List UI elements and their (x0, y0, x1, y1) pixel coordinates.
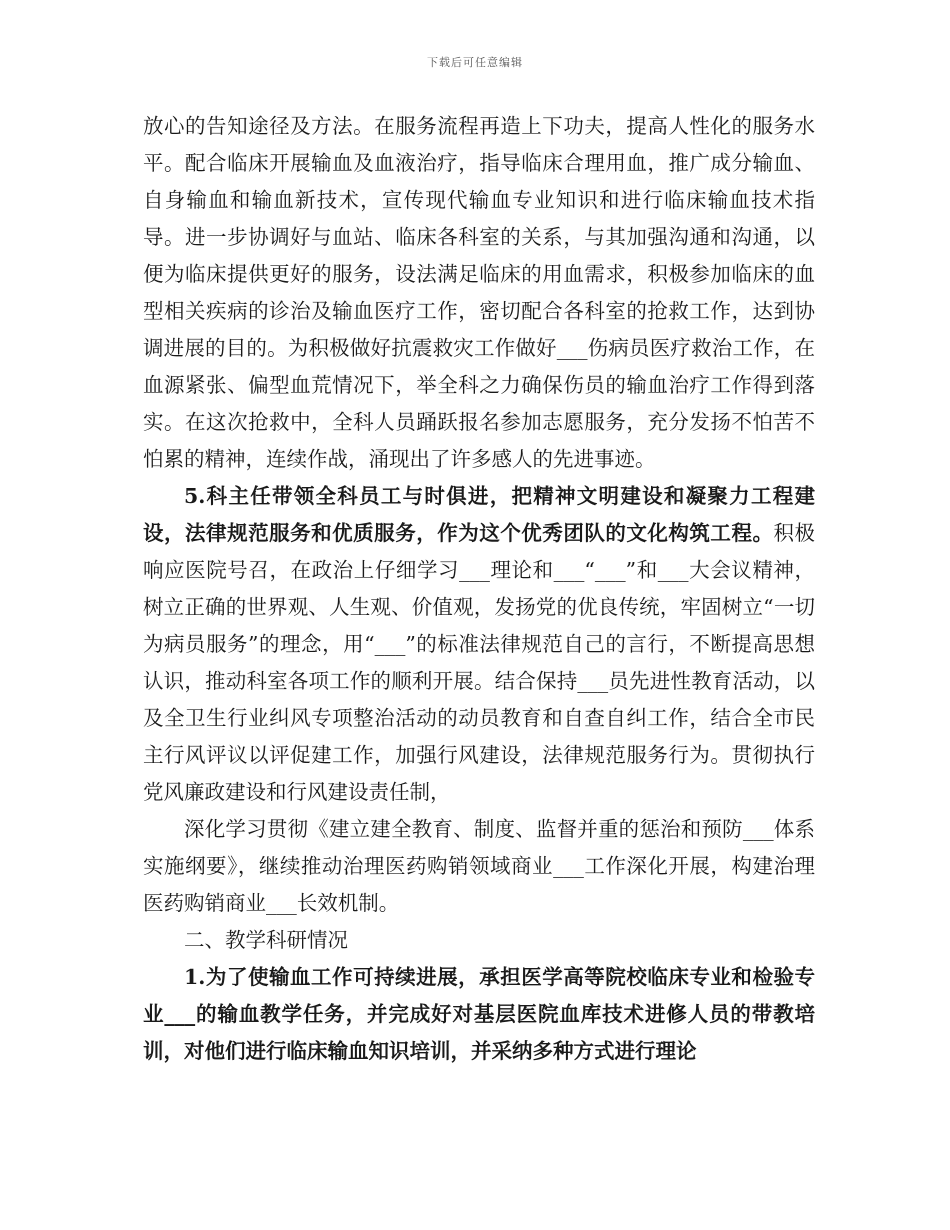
paragraph-culture-body: 积极响应医院号召，在政治上仔细学习___理论和___“___”和___大会议精神，树立正确的世界观、人生观、价值观，发扬党的优良传统，牢固树立“一切为病员服务”的理念，用“___”的标准法律规范自己的言行，不断提高思想认识，推动科室各项工作的顺利开展。结合保持___员先进性教育活动，以及全卫生行业纠风专项整治活动的动员教育和自查自纠工作，结合全市民主行风评议以评促建工作，加强行风建设，法律规范服务行为。贯彻执行党风廉政建设和行风建设责任制， (143, 521, 816, 804)
page-header: 下载后可任意编辑 (427, 56, 523, 69)
paragraph-culture-heading: 5.科主任带领全科员工与时俱进，把精神文明建设和凝聚力工程建设，法律规范服务和优质服务，作为这个优秀团队的文化构筑工程。 (143, 484, 815, 545)
paragraph-culture-building (143, 478, 815, 811)
paragraph-anti-corruption: 深化学习贯彻《建立建全教育、制度、监督并重的惩治和预防___体系实施纲要》，继续推动治理医药购销领域商业___工作深化开展，构建治理医药购销商业___长效机制。 (143, 817, 815, 915)
document-body (143, 108, 815, 1070)
paragraph-blood-service: 放心的告知途径及方法。在服务流程再造上下功夫，提高人性化的服务水平。配合临床开展输血及血液治疗，指导临床合理用血，推广成分输血、自身输血和输血新技术，宣传现代输血专业知识和进行临床输血技术指导。进一步协调好与血站、临床各科室的关系，与其加强沟通和沟通，以便为临床提供更好的服务，设法满足临床的用血需求，积极参加临床的血型相关疾病的诊治及输血医疗工作，密切配合各科室的抢救工作，达到协调进展的目的。为积极做好抗震救灾工作做好___伤病员医疗救治工作，在血源紧张、偏型血荒情况下，举全科之力确保伤员的输血治疗工作得到落实。在这次抢救中，全科人员踊跃报名参加志愿服务，充分发扬不怕苦不怕累的精神，连续作战，涌现出了许多感人的先进事迹。 (143, 114, 815, 471)
paragraph-teaching-task: 1.为了使输血工作可持续进展，承担医学高等院校临床专业和检验专业___的输血教学任务，并完成好对基层医院血库技术进修人员的带教培训，对他们进行临床输血知识培训，并采纳多种方式进行理论 (143, 965, 815, 1063)
section-heading-teaching-research: 二、教学科研情况 (184, 928, 348, 952)
